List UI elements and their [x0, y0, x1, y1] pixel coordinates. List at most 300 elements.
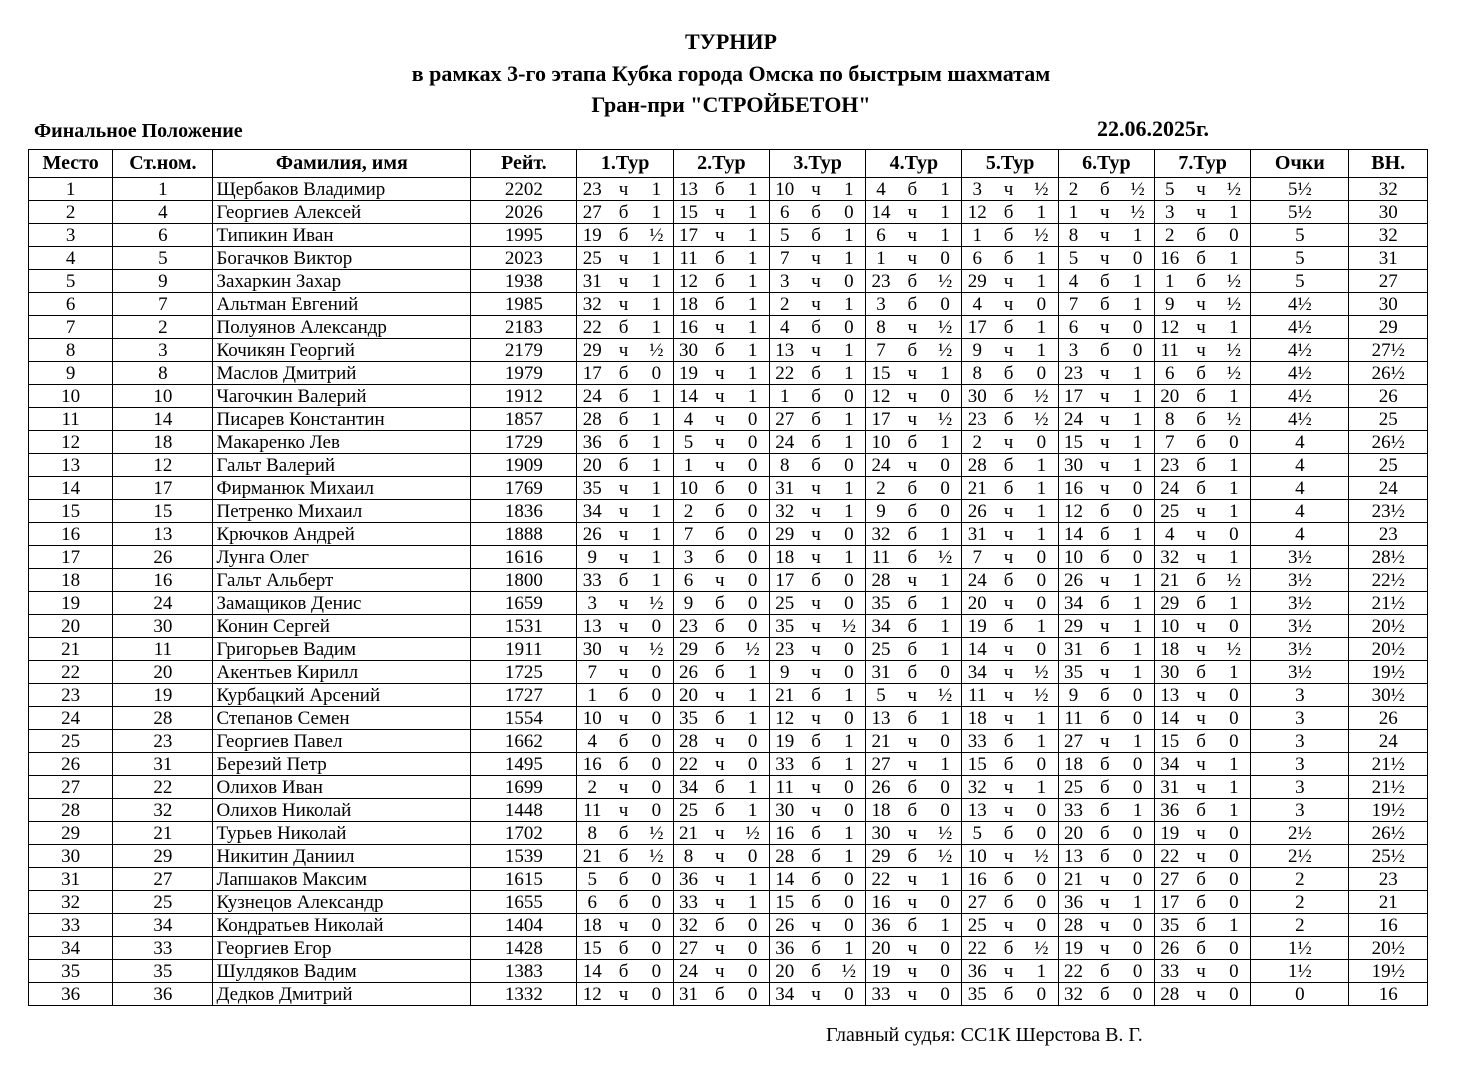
round-5-opponent-cell: 11: [962, 684, 992, 707]
round-4-opponent-cell: 4: [866, 178, 896, 201]
round-1-opponent-cell: 33: [577, 569, 607, 592]
points-cell: 1½: [1251, 937, 1349, 960]
round-7-color-cell: б: [1185, 569, 1218, 592]
round-7-opponent-cell: 32: [1154, 546, 1184, 569]
start-number-cell: 4: [113, 201, 213, 224]
round-1-color-cell: ч: [607, 914, 640, 937]
points-cell: 2: [1251, 868, 1349, 891]
points-cell: 4½: [1251, 385, 1349, 408]
round-7-opponent-cell: 8: [1154, 408, 1184, 431]
start-number-cell: 12: [113, 454, 213, 477]
round-1-color-cell: ч: [607, 477, 640, 500]
round-3-opponent-cell: 31: [769, 477, 799, 500]
round-1-color-cell: б: [607, 316, 640, 339]
round-3-opponent-cell: 18: [769, 546, 799, 569]
round-1-result-cell: 1: [640, 546, 673, 569]
table-row: [29, 914, 1428, 937]
round-6-opponent-cell: 28: [1058, 914, 1088, 937]
round-6-result-cell: 0: [1121, 684, 1154, 707]
round-5-color-cell: ч: [992, 431, 1025, 454]
round-6-color-cell: б: [1088, 500, 1121, 523]
round-5-opponent-cell: 9: [962, 339, 992, 362]
round-1-result-cell: 0: [640, 362, 673, 385]
round-6-opponent-cell: 30: [1058, 454, 1088, 477]
round-7-result-cell: 0: [1218, 707, 1251, 730]
player-name-cell: Лапшаков Максим: [213, 868, 471, 891]
round-4-opponent-cell: 5: [866, 684, 896, 707]
round-3-opponent-cell: 17: [769, 569, 799, 592]
player-name-cell: Крючков Андрей: [213, 523, 471, 546]
buchholz-cell: 19½: [1349, 661, 1428, 684]
round-6-result-cell: 0: [1121, 868, 1154, 891]
round-3-color-cell: ч: [800, 523, 833, 546]
round-6-result-cell: 0: [1121, 983, 1154, 1006]
round-6-result-cell: 0: [1121, 500, 1154, 523]
round-5-result-cell: 0: [1025, 431, 1058, 454]
round-1-result-cell: 1: [640, 270, 673, 293]
header-row: [29, 150, 1428, 178]
place-cell: 16: [29, 523, 113, 546]
round-5-color-cell: б: [992, 408, 1025, 431]
round-7-result-cell: 1: [1218, 753, 1251, 776]
round-4-result-cell: ½: [929, 684, 962, 707]
round-1-opponent-cell: 1: [577, 684, 607, 707]
round-2-result-cell: 0: [736, 914, 769, 937]
place-cell: 34: [29, 937, 113, 960]
round-3-result-cell: 1: [833, 408, 866, 431]
round-4-color-cell: б: [896, 615, 929, 638]
round-3-result-cell: 0: [833, 868, 866, 891]
round-7-result-cell: ½: [1218, 339, 1251, 362]
round-3-opponent-cell: 11: [769, 776, 799, 799]
round-7-result-cell: ½: [1218, 638, 1251, 661]
round-3-color-cell: ч: [800, 661, 833, 684]
player-name-cell: Шулдяков Вадим: [213, 960, 471, 983]
round-4-result-cell: 0: [929, 454, 962, 477]
round-1-color-cell: ч: [607, 500, 640, 523]
round-3-color-cell: б: [800, 408, 833, 431]
round-2-color-cell: б: [703, 270, 736, 293]
round-7-opponent-cell: 2: [1154, 224, 1184, 247]
round-4-color-cell: б: [896, 178, 929, 201]
round-4-color-cell: б: [896, 523, 929, 546]
player-name-cell: Чагочкин Валерий: [213, 385, 471, 408]
round-4-result-cell: ½: [929, 339, 962, 362]
round-5-opponent-cell: 35: [962, 983, 992, 1006]
table-row: [29, 454, 1428, 477]
round-1-result-cell: 0: [640, 730, 673, 753]
round-7-opponent-cell: 20: [1154, 385, 1184, 408]
round-4-result-cell: ½: [929, 316, 962, 339]
round-7-opponent-cell: 19: [1154, 822, 1184, 845]
round-7-opponent-cell: 18: [1154, 638, 1184, 661]
rating-cell: 1616: [471, 546, 577, 569]
round-2-color-cell: ч: [703, 316, 736, 339]
round-5-opponent-cell: 23: [962, 408, 992, 431]
place-cell: 18: [29, 569, 113, 592]
round-2-result-cell: 0: [736, 454, 769, 477]
round-4-opponent-cell: 31: [866, 661, 896, 684]
round-6-opponent-cell: 12: [1058, 500, 1088, 523]
col-round-4-header: 4.Тур: [866, 150, 962, 178]
round-4-color-cell: ч: [896, 753, 929, 776]
round-3-opponent-cell: 26: [769, 914, 799, 937]
round-4-color-cell: ч: [896, 385, 929, 408]
table-row: [29, 822, 1428, 845]
round-5-result-cell: ½: [1025, 385, 1058, 408]
round-7-opponent-cell: 1: [1154, 270, 1184, 293]
player-name-cell: Турьев Николай: [213, 822, 471, 845]
round-7-result-cell: 0: [1218, 684, 1251, 707]
round-5-opponent-cell: 27: [962, 891, 992, 914]
start-number-cell: 21: [113, 822, 213, 845]
round-1-opponent-cell: 32: [577, 293, 607, 316]
round-6-opponent-cell: 36: [1058, 891, 1088, 914]
round-1-color-cell: ч: [607, 339, 640, 362]
place-cell: 21: [29, 638, 113, 661]
round-1-opponent-cell: 12: [577, 983, 607, 1006]
round-5-color-cell: ч: [992, 339, 1025, 362]
round-3-result-cell: 1: [833, 224, 866, 247]
round-3-color-cell: б: [800, 822, 833, 845]
round-4-opponent-cell: 13: [866, 707, 896, 730]
round-5-opponent-cell: 12: [962, 201, 992, 224]
round-1-color-cell: ч: [607, 270, 640, 293]
round-6-color-cell: б: [1088, 178, 1121, 201]
round-7-opponent-cell: 3: [1154, 201, 1184, 224]
rating-cell: 1857: [471, 408, 577, 431]
round-5-result-cell: 1: [1025, 339, 1058, 362]
place-cell: 7: [29, 316, 113, 339]
round-4-result-cell: 0: [929, 983, 962, 1006]
player-name-cell: Щербаков Владимир: [213, 178, 471, 201]
round-1-opponent-cell: 13: [577, 615, 607, 638]
player-name-cell: Гальт Альберт: [213, 569, 471, 592]
points-cell: 2: [1251, 891, 1349, 914]
round-2-color-cell: б: [703, 546, 736, 569]
round-2-result-cell: 1: [736, 707, 769, 730]
round-1-color-cell: ч: [607, 293, 640, 316]
round-1-result-cell: ½: [640, 822, 673, 845]
round-4-result-cell: 0: [929, 730, 962, 753]
round-6-color-cell: ч: [1088, 661, 1121, 684]
round-4-opponent-cell: 20: [866, 937, 896, 960]
round-5-color-cell: б: [992, 822, 1025, 845]
round-1-result-cell: 1: [640, 408, 673, 431]
round-4-color-cell: б: [896, 799, 929, 822]
points-cell: 4½: [1251, 408, 1349, 431]
round-5-result-cell: ½: [1025, 661, 1058, 684]
standings-table: [28, 149, 1428, 1006]
round-7-color-cell: б: [1185, 661, 1218, 684]
round-2-result-cell: 0: [736, 615, 769, 638]
buchholz-cell: 21½: [1349, 753, 1428, 776]
round-2-opponent-cell: 35: [673, 707, 703, 730]
rating-cell: 1539: [471, 845, 577, 868]
round-7-opponent-cell: 10: [1154, 615, 1184, 638]
round-4-result-cell: 0: [929, 247, 962, 270]
round-4-opponent-cell: 10: [866, 431, 896, 454]
table-row: [29, 339, 1428, 362]
round-5-result-cell: 1: [1025, 523, 1058, 546]
table-row: [29, 431, 1428, 454]
round-2-result-cell: 1: [736, 339, 769, 362]
round-6-result-cell: 0: [1121, 822, 1154, 845]
round-4-opponent-cell: 6: [866, 224, 896, 247]
buchholz-cell: 19½: [1349, 960, 1428, 983]
round-7-result-cell: 1: [1218, 799, 1251, 822]
table-row: [29, 592, 1428, 615]
round-6-result-cell: 0: [1121, 776, 1154, 799]
round-4-opponent-cell: 19: [866, 960, 896, 983]
round-3-result-cell: 1: [833, 339, 866, 362]
round-7-opponent-cell: 13: [1154, 684, 1184, 707]
round-2-opponent-cell: 6: [673, 569, 703, 592]
round-2-color-cell: ч: [703, 224, 736, 247]
round-7-opponent-cell: 17: [1154, 891, 1184, 914]
chief-arbiter: Главный судья: СС1К Шерстова В. Г.: [826, 1024, 1143, 1046]
round-5-opponent-cell: 13: [962, 799, 992, 822]
rating-cell: 1531: [471, 615, 577, 638]
round-4-color-cell: ч: [896, 224, 929, 247]
round-1-opponent-cell: 17: [577, 362, 607, 385]
player-name-cell: Богачков Виктор: [213, 247, 471, 270]
round-5-opponent-cell: 15: [962, 753, 992, 776]
round-5-opponent-cell: 18: [962, 707, 992, 730]
points-cell: 3: [1251, 776, 1349, 799]
place-cell: 6: [29, 293, 113, 316]
round-2-opponent-cell: 5: [673, 431, 703, 454]
round-5-result-cell: 0: [1025, 362, 1058, 385]
round-3-result-cell: 0: [833, 776, 866, 799]
round-4-result-cell: 1: [929, 523, 962, 546]
round-4-opponent-cell: 27: [866, 753, 896, 776]
tournament-date: 22.06.2025г.: [1097, 116, 1210, 141]
place-cell: 1: [29, 178, 113, 201]
place-cell: 22: [29, 661, 113, 684]
round-2-result-cell: 1: [736, 891, 769, 914]
round-5-result-cell: 1: [1025, 615, 1058, 638]
round-4-result-cell: 0: [929, 385, 962, 408]
round-1-result-cell: 0: [640, 868, 673, 891]
round-1-color-cell: б: [607, 224, 640, 247]
round-5-opponent-cell: 16: [962, 868, 992, 891]
round-6-color-cell: ч: [1088, 569, 1121, 592]
round-5-color-cell: б: [992, 385, 1025, 408]
round-7-result-cell: 1: [1218, 546, 1251, 569]
round-5-opponent-cell: 21: [962, 477, 992, 500]
rating-cell: 1332: [471, 983, 577, 1006]
table-row: [29, 270, 1428, 293]
round-1-opponent-cell: 23: [577, 178, 607, 201]
round-3-color-cell: б: [800, 845, 833, 868]
round-7-result-cell: 0: [1218, 891, 1251, 914]
round-4-result-cell: 1: [929, 569, 962, 592]
round-3-result-cell: 0: [833, 523, 866, 546]
round-4-color-cell: ч: [896, 408, 929, 431]
table-row: [29, 523, 1428, 546]
table-row: [29, 799, 1428, 822]
round-4-color-cell: б: [896, 914, 929, 937]
round-3-color-cell: ч: [800, 546, 833, 569]
rating-cell: 1554: [471, 707, 577, 730]
round-1-color-cell: б: [607, 730, 640, 753]
player-name-cell: Гальт Валерий: [213, 454, 471, 477]
player-name-cell: Замащиков Денис: [213, 592, 471, 615]
round-5-color-cell: б: [992, 201, 1025, 224]
round-3-result-cell: 0: [833, 454, 866, 477]
place-cell: 14: [29, 477, 113, 500]
round-1-opponent-cell: 34: [577, 500, 607, 523]
round-7-color-cell: б: [1185, 224, 1218, 247]
round-5-result-cell: ½: [1025, 937, 1058, 960]
round-3-opponent-cell: 33: [769, 753, 799, 776]
round-7-opponent-cell: 11: [1154, 339, 1184, 362]
round-1-result-cell: 1: [640, 500, 673, 523]
round-1-color-cell: ч: [607, 661, 640, 684]
round-6-opponent-cell: 4: [1058, 270, 1088, 293]
buchholz-cell: 24: [1349, 477, 1428, 500]
round-3-color-cell: ч: [800, 914, 833, 937]
round-6-opponent-cell: 15: [1058, 431, 1088, 454]
round-2-color-cell: б: [703, 477, 736, 500]
round-2-result-cell: 0: [736, 937, 769, 960]
start-number-cell: 2: [113, 316, 213, 339]
round-4-opponent-cell: 23: [866, 270, 896, 293]
round-1-opponent-cell: 20: [577, 454, 607, 477]
round-6-result-cell: ½: [1121, 201, 1154, 224]
round-1-result-cell: 0: [640, 753, 673, 776]
rating-cell: 1428: [471, 937, 577, 960]
start-number-cell: 23: [113, 730, 213, 753]
round-1-opponent-cell: 35: [577, 477, 607, 500]
round-3-color-cell: ч: [800, 293, 833, 316]
start-number-cell: 18: [113, 431, 213, 454]
round-3-result-cell: 1: [833, 362, 866, 385]
player-name-cell: Олихов Иван: [213, 776, 471, 799]
round-1-result-cell: 0: [640, 983, 673, 1006]
round-3-color-cell: б: [800, 224, 833, 247]
round-7-opponent-cell: 7: [1154, 431, 1184, 454]
round-3-opponent-cell: 19: [769, 730, 799, 753]
round-5-opponent-cell: 1: [962, 224, 992, 247]
round-7-result-cell: 0: [1218, 937, 1251, 960]
buchholz-cell: 23: [1349, 868, 1428, 891]
points-cell: 3½: [1251, 638, 1349, 661]
round-1-opponent-cell: 6: [577, 891, 607, 914]
round-3-color-cell: б: [800, 937, 833, 960]
rating-cell: 1727: [471, 684, 577, 707]
round-3-opponent-cell: 27: [769, 408, 799, 431]
round-3-result-cell: ½: [833, 615, 866, 638]
start-number-cell: 14: [113, 408, 213, 431]
table-row: [29, 408, 1428, 431]
round-7-opponent-cell: 15: [1154, 730, 1184, 753]
round-5-result-cell: 1: [1025, 270, 1058, 293]
round-1-opponent-cell: 16: [577, 753, 607, 776]
round-3-result-cell: 1: [833, 546, 866, 569]
points-cell: 4: [1251, 454, 1349, 477]
round-6-opponent-cell: 9: [1058, 684, 1088, 707]
round-6-result-cell: 1: [1121, 592, 1154, 615]
buchholz-cell: 32: [1349, 178, 1428, 201]
round-7-result-cell: ½: [1218, 293, 1251, 316]
rating-cell: 1702: [471, 822, 577, 845]
round-2-color-cell: б: [703, 178, 736, 201]
round-6-opponent-cell: 26: [1058, 569, 1088, 592]
place-cell: 10: [29, 385, 113, 408]
round-7-result-cell: 1: [1218, 385, 1251, 408]
round-4-result-cell: 1: [929, 868, 962, 891]
round-6-opponent-cell: 17: [1058, 385, 1088, 408]
round-2-color-cell: б: [703, 776, 736, 799]
round-7-color-cell: ч: [1185, 546, 1218, 569]
buchholz-cell: 30: [1349, 201, 1428, 224]
table-row: [29, 983, 1428, 1006]
rating-cell: 2179: [471, 339, 577, 362]
start-number-cell: 30: [113, 615, 213, 638]
points-cell: 3½: [1251, 615, 1349, 638]
round-6-color-cell: ч: [1088, 362, 1121, 385]
points-cell: 5½: [1251, 201, 1349, 224]
round-7-color-cell: б: [1185, 914, 1218, 937]
round-5-color-cell: б: [992, 569, 1025, 592]
round-4-opponent-cell: 14: [866, 201, 896, 224]
rating-cell: 1495: [471, 753, 577, 776]
round-3-result-cell: 1: [833, 684, 866, 707]
round-7-result-cell: 1: [1218, 247, 1251, 270]
rating-cell: 2202: [471, 178, 577, 201]
round-7-result-cell: ½: [1218, 270, 1251, 293]
round-3-result-cell: 0: [833, 638, 866, 661]
round-6-result-cell: 0: [1121, 707, 1154, 730]
place-cell: 3: [29, 224, 113, 247]
round-3-result-cell: 1: [833, 822, 866, 845]
round-1-result-cell: 1: [640, 293, 673, 316]
rating-cell: 1909: [471, 454, 577, 477]
buchholz-cell: 26½: [1349, 362, 1428, 385]
round-3-opponent-cell: 3: [769, 270, 799, 293]
rating-cell: 1938: [471, 270, 577, 293]
start-number-cell: 15: [113, 500, 213, 523]
round-4-color-cell: б: [896, 270, 929, 293]
round-1-result-cell: ½: [640, 592, 673, 615]
round-6-result-cell: 0: [1121, 937, 1154, 960]
round-6-opponent-cell: 21: [1058, 868, 1088, 891]
round-6-result-cell: 1: [1121, 385, 1154, 408]
round-5-result-cell: ½: [1025, 408, 1058, 431]
round-2-opponent-cell: 27: [673, 937, 703, 960]
round-4-color-cell: б: [896, 661, 929, 684]
round-1-result-cell: 0: [640, 937, 673, 960]
rating-cell: 1662: [471, 730, 577, 753]
round-2-opponent-cell: 2: [673, 500, 703, 523]
start-number-cell: 35: [113, 960, 213, 983]
round-5-opponent-cell: 4: [962, 293, 992, 316]
round-4-result-cell: 0: [929, 891, 962, 914]
round-6-result-cell: 1: [1121, 891, 1154, 914]
round-5-opponent-cell: 22: [962, 937, 992, 960]
rating-cell: 1800: [471, 569, 577, 592]
round-4-color-cell: ч: [896, 569, 929, 592]
round-5-color-cell: ч: [992, 799, 1025, 822]
start-number-cell: 28: [113, 707, 213, 730]
round-4-result-cell: 0: [929, 661, 962, 684]
round-4-opponent-cell: 12: [866, 385, 896, 408]
round-2-opponent-cell: 10: [673, 477, 703, 500]
table-row: [29, 362, 1428, 385]
place-cell: 12: [29, 431, 113, 454]
